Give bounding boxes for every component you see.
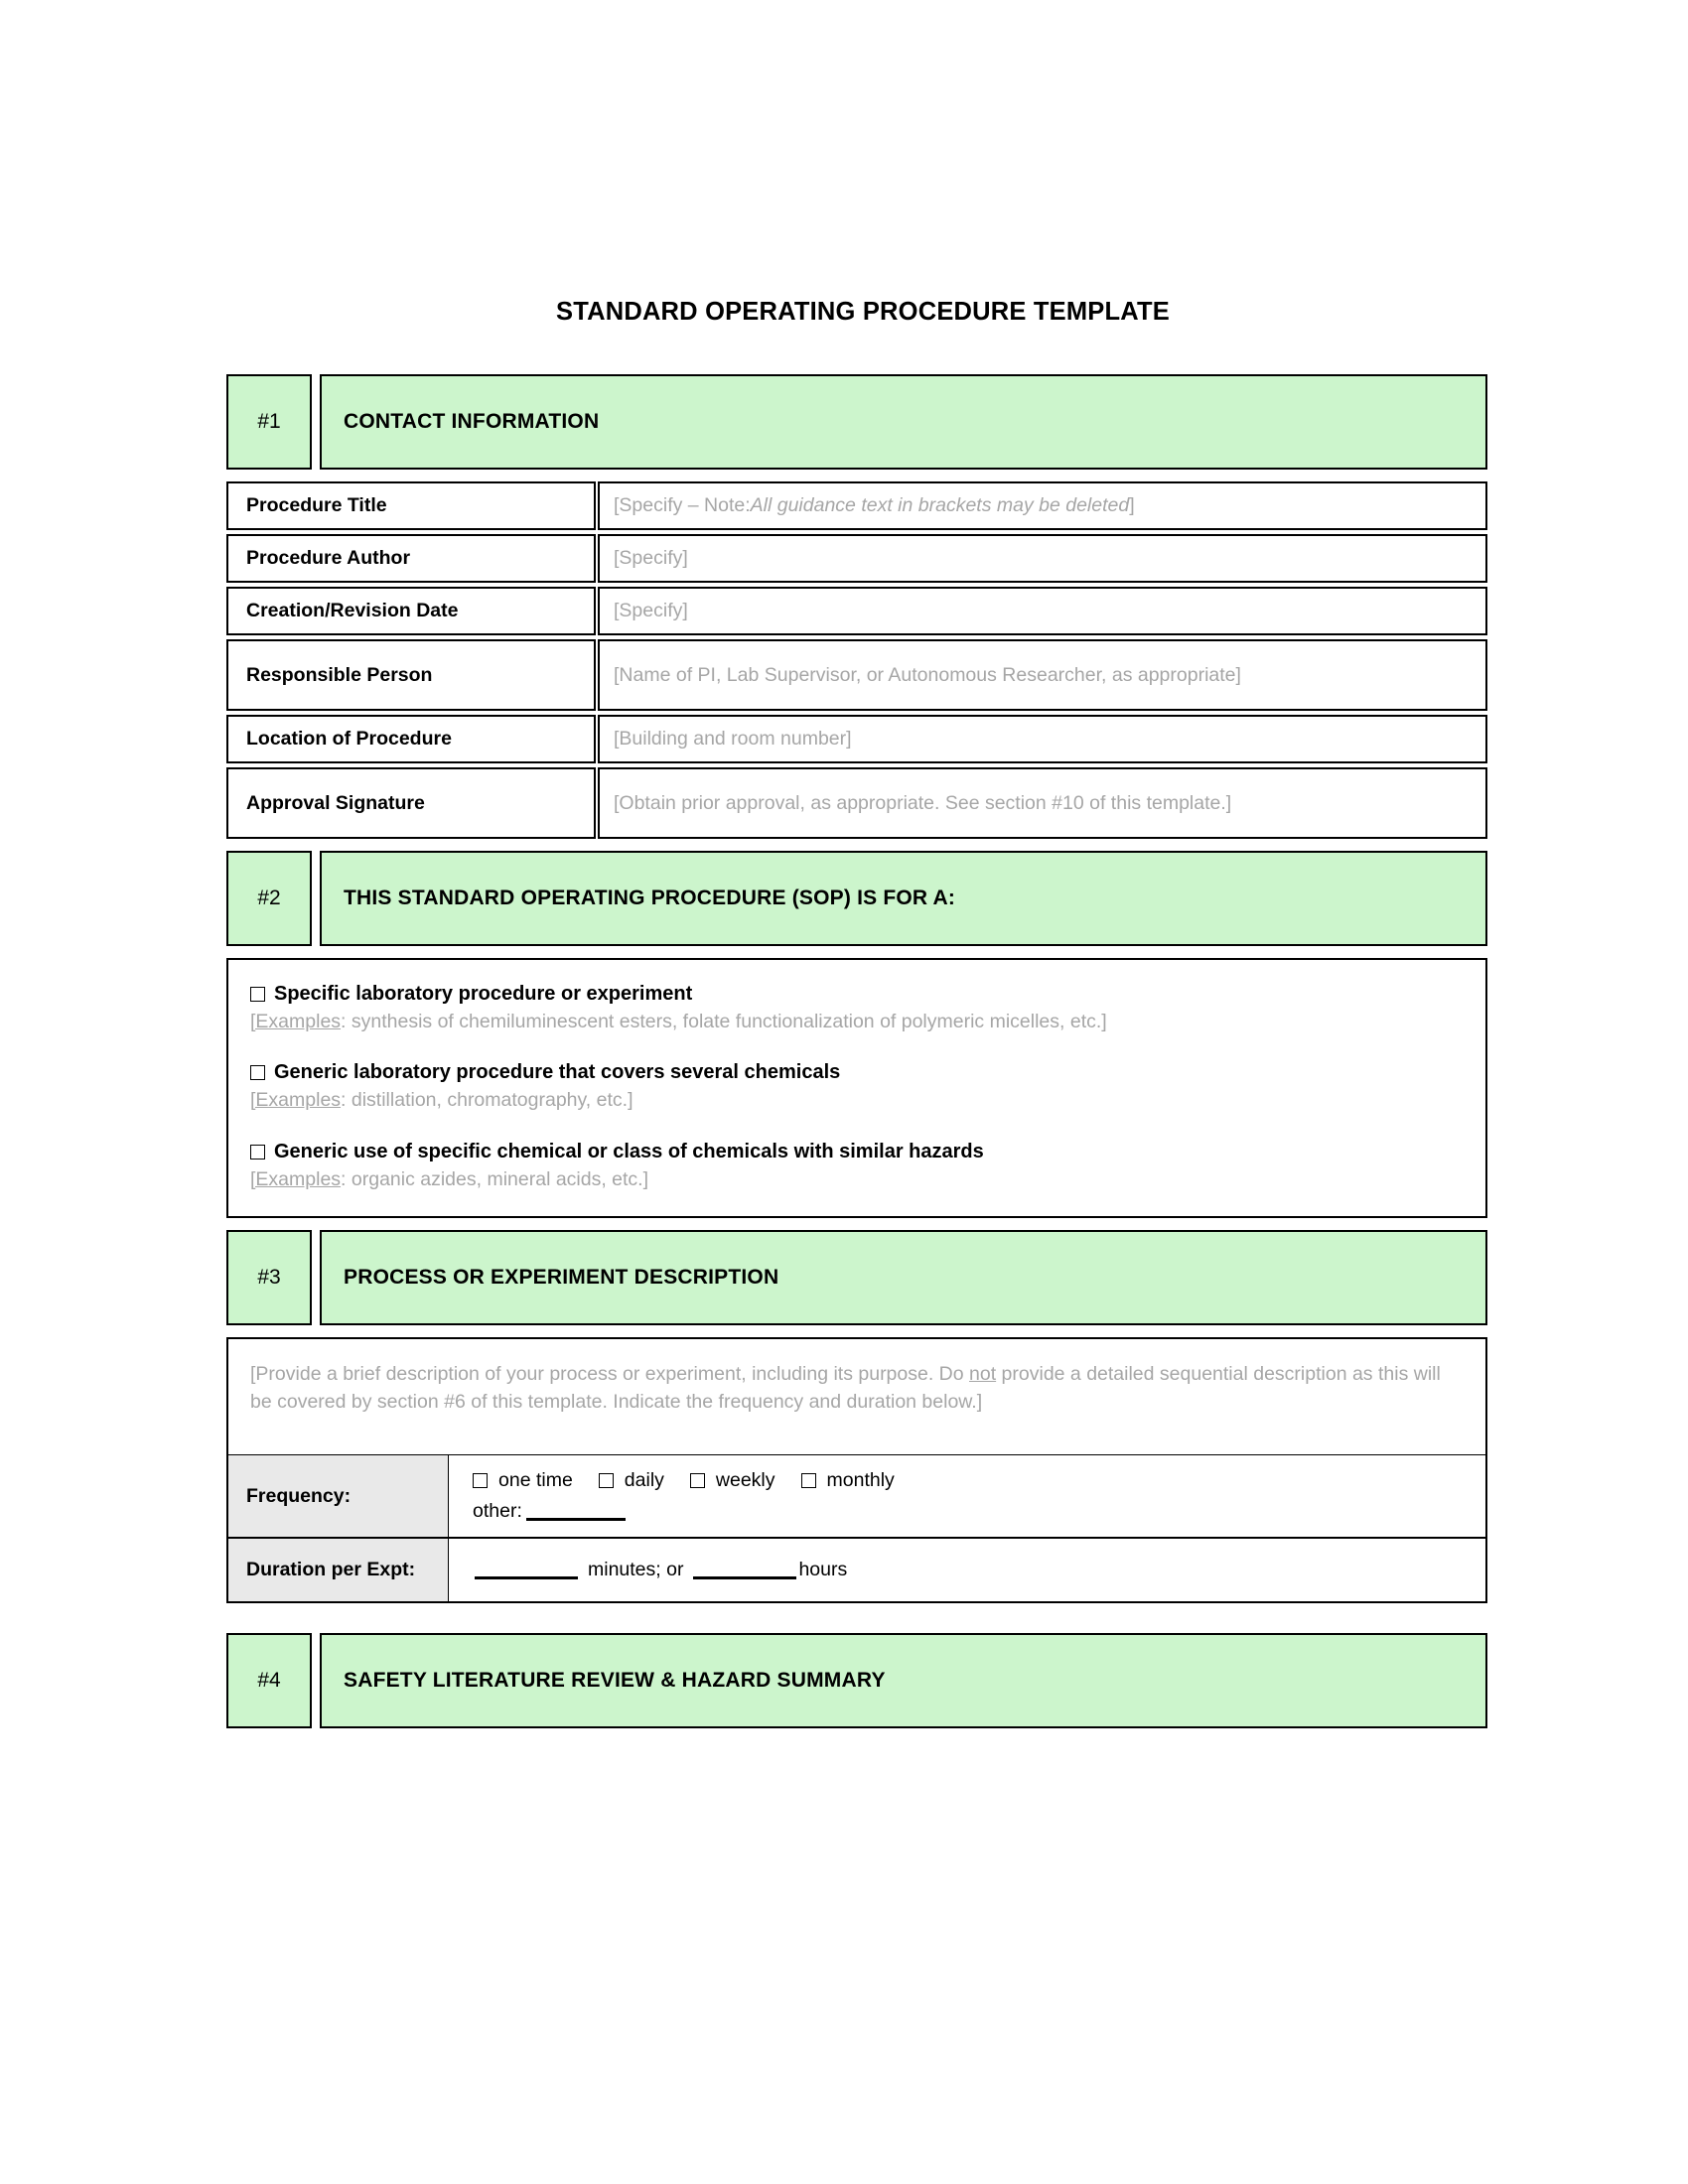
field-label-responsible-person: Responsible Person	[226, 639, 596, 711]
guidance-italic: All guidance text in brackets may be deleted	[750, 494, 1130, 516]
field-value-responsible-person[interactable]: [Name of PI, Lab Supervisor, or Autonomous Researcher, as appropriate]	[598, 639, 1487, 711]
page-title: STANDARD OPERATING PROCEDURE TEMPLATE	[556, 298, 1170, 326]
section-banner-2	[226, 851, 1487, 946]
sop-type-label: Specific laboratory procedure or experiment	[274, 983, 693, 1005]
table-row	[226, 534, 1487, 583]
field-value-procedure-author[interactable]: [Specify]	[598, 534, 1487, 583]
sop-type-label: Generic use of specific chemical or class of chemicals with similar hazards	[274, 1140, 984, 1162]
table-row	[226, 639, 1487, 711]
checkbox-icon[interactable]	[690, 1473, 705, 1488]
duration-hours-label: hours	[798, 1559, 848, 1581]
frequency-row	[226, 1454, 1487, 1539]
sop-type-example	[250, 1010, 1464, 1034]
field-value-approval-signature[interactable]: [Obtain prior approval, as appropriate. See section #10 of this template.]	[598, 767, 1487, 839]
sop-type-option-generic-chemical[interactable]	[250, 1140, 1464, 1164]
checkbox-icon[interactable]	[473, 1473, 488, 1488]
checkbox-icon[interactable]	[801, 1473, 816, 1488]
examples-rest: : synthesis of chemiluminescent esters, folate functionalization of polymeric micelles, etc.]	[341, 1011, 1107, 1032]
section-number-4: #4	[226, 1633, 312, 1728]
spacer	[226, 1603, 1487, 1615]
section-title-2: THIS STANDARD OPERATING PROCEDURE (SOP) IS FOR A:	[320, 851, 1487, 946]
section-banner-3	[226, 1230, 1487, 1325]
checkbox-icon[interactable]	[250, 1145, 265, 1160]
sop-type-example	[250, 1167, 1464, 1192]
contact-information-table	[226, 481, 1487, 839]
checkbox-icon[interactable]	[250, 987, 265, 1002]
checkbox-icon[interactable]	[250, 1065, 265, 1080]
duration-line	[473, 1553, 1485, 1587]
frequency-option-one-time[interactable]	[473, 1469, 573, 1492]
guidance-suffix: ]	[1129, 494, 1135, 516]
section-title-1: CONTACT INFORMATION	[320, 374, 1487, 470]
table-row	[226, 715, 1487, 763]
sop-type-options	[226, 958, 1487, 1218]
field-label-creation-revision-date: Creation/Revision Date	[226, 587, 596, 635]
duration-label: Duration per Expt:	[228, 1539, 449, 1601]
frequency-other-input[interactable]	[526, 1503, 626, 1521]
examples-underlined: [Examples	[250, 1089, 342, 1112]
field-label-approval-signature: Approval Signature	[226, 767, 596, 839]
list-item	[250, 982, 1464, 1034]
field-label-location-of-procedure: Location of Procedure	[226, 715, 596, 763]
section-number-1: #1	[226, 374, 312, 470]
table-row	[226, 481, 1487, 530]
section-number-3: #3	[226, 1230, 312, 1325]
frequency-option-weekly[interactable]	[690, 1469, 775, 1492]
field-label-procedure-title: Procedure Title	[226, 481, 596, 530]
guidance-prefix: [Specify – Note:	[614, 494, 751, 516]
field-value-location-of-procedure[interactable]: [Building and room number]	[598, 715, 1487, 763]
frequency-options	[449, 1455, 1485, 1537]
description-underlined: not	[969, 1363, 997, 1386]
frequency-option-daily[interactable]	[599, 1469, 664, 1492]
section-title-3: PROCESS OR EXPERIMENT DESCRIPTION	[320, 1230, 1487, 1325]
duration-minutes-label: minutes; or	[588, 1559, 684, 1581]
sop-type-option-generic-procedure[interactable]	[250, 1060, 1464, 1085]
frequency-option-label: one time	[498, 1469, 573, 1492]
frequency-label: Frequency:	[228, 1455, 449, 1537]
list-item	[250, 1140, 1464, 1192]
frequency-option-other[interactable]	[473, 1500, 1485, 1523]
sop-type-label: Generic laboratory procedure that covers several chemicals	[274, 1061, 841, 1084]
examples-rest: : distillation, chromatography, etc.]	[341, 1089, 633, 1112]
table-row	[226, 587, 1487, 635]
sop-template	[226, 298, 1487, 1740]
sop-type-option-specific[interactable]	[250, 982, 1464, 1007]
duration-minutes-input[interactable]	[475, 1562, 578, 1579]
sop-type-example	[250, 1088, 1464, 1113]
process-description-input[interactable]	[226, 1337, 1487, 1454]
frequency-other-label: other:	[473, 1500, 522, 1523]
list-item	[250, 1060, 1464, 1113]
checkbox-icon[interactable]	[599, 1473, 614, 1488]
examples-rest: : organic azides, mineral acids, etc.]	[341, 1167, 649, 1190]
duration-inputs	[449, 1539, 1485, 1601]
frequency-option-label: daily	[624, 1469, 664, 1492]
section-banner-1	[226, 374, 1487, 470]
section-title-4: SAFETY LITERATURE REVIEW & HAZARD SUMMARY	[320, 1633, 1487, 1728]
examples-underlined: [Examples	[250, 1011, 342, 1032]
frequency-option-monthly[interactable]	[801, 1469, 895, 1492]
field-value-creation-revision-date[interactable]: [Specify]	[598, 587, 1487, 635]
description-part2: provide a detailed sequential description as this will be covered by section #6 of this template. Indicate the frequency and duration below.]	[250, 1363, 1441, 1413]
section-banner-4	[226, 1633, 1487, 1728]
frequency-option-list	[473, 1469, 1485, 1492]
section-number-2: #2	[226, 851, 312, 946]
field-value-procedure-title[interactable]	[598, 481, 1487, 530]
table-row	[226, 767, 1487, 839]
field-label-procedure-author: Procedure Author	[226, 534, 596, 583]
frequency-option-label: monthly	[826, 1469, 895, 1492]
frequency-option-label: weekly	[715, 1469, 775, 1492]
duration-hours-input[interactable]	[693, 1562, 796, 1579]
duration-row	[226, 1539, 1487, 1603]
description-part1: [Provide a brief description of your process or experiment, including its purpose. Do	[250, 1363, 970, 1386]
examples-underlined: [Examples	[250, 1167, 342, 1190]
